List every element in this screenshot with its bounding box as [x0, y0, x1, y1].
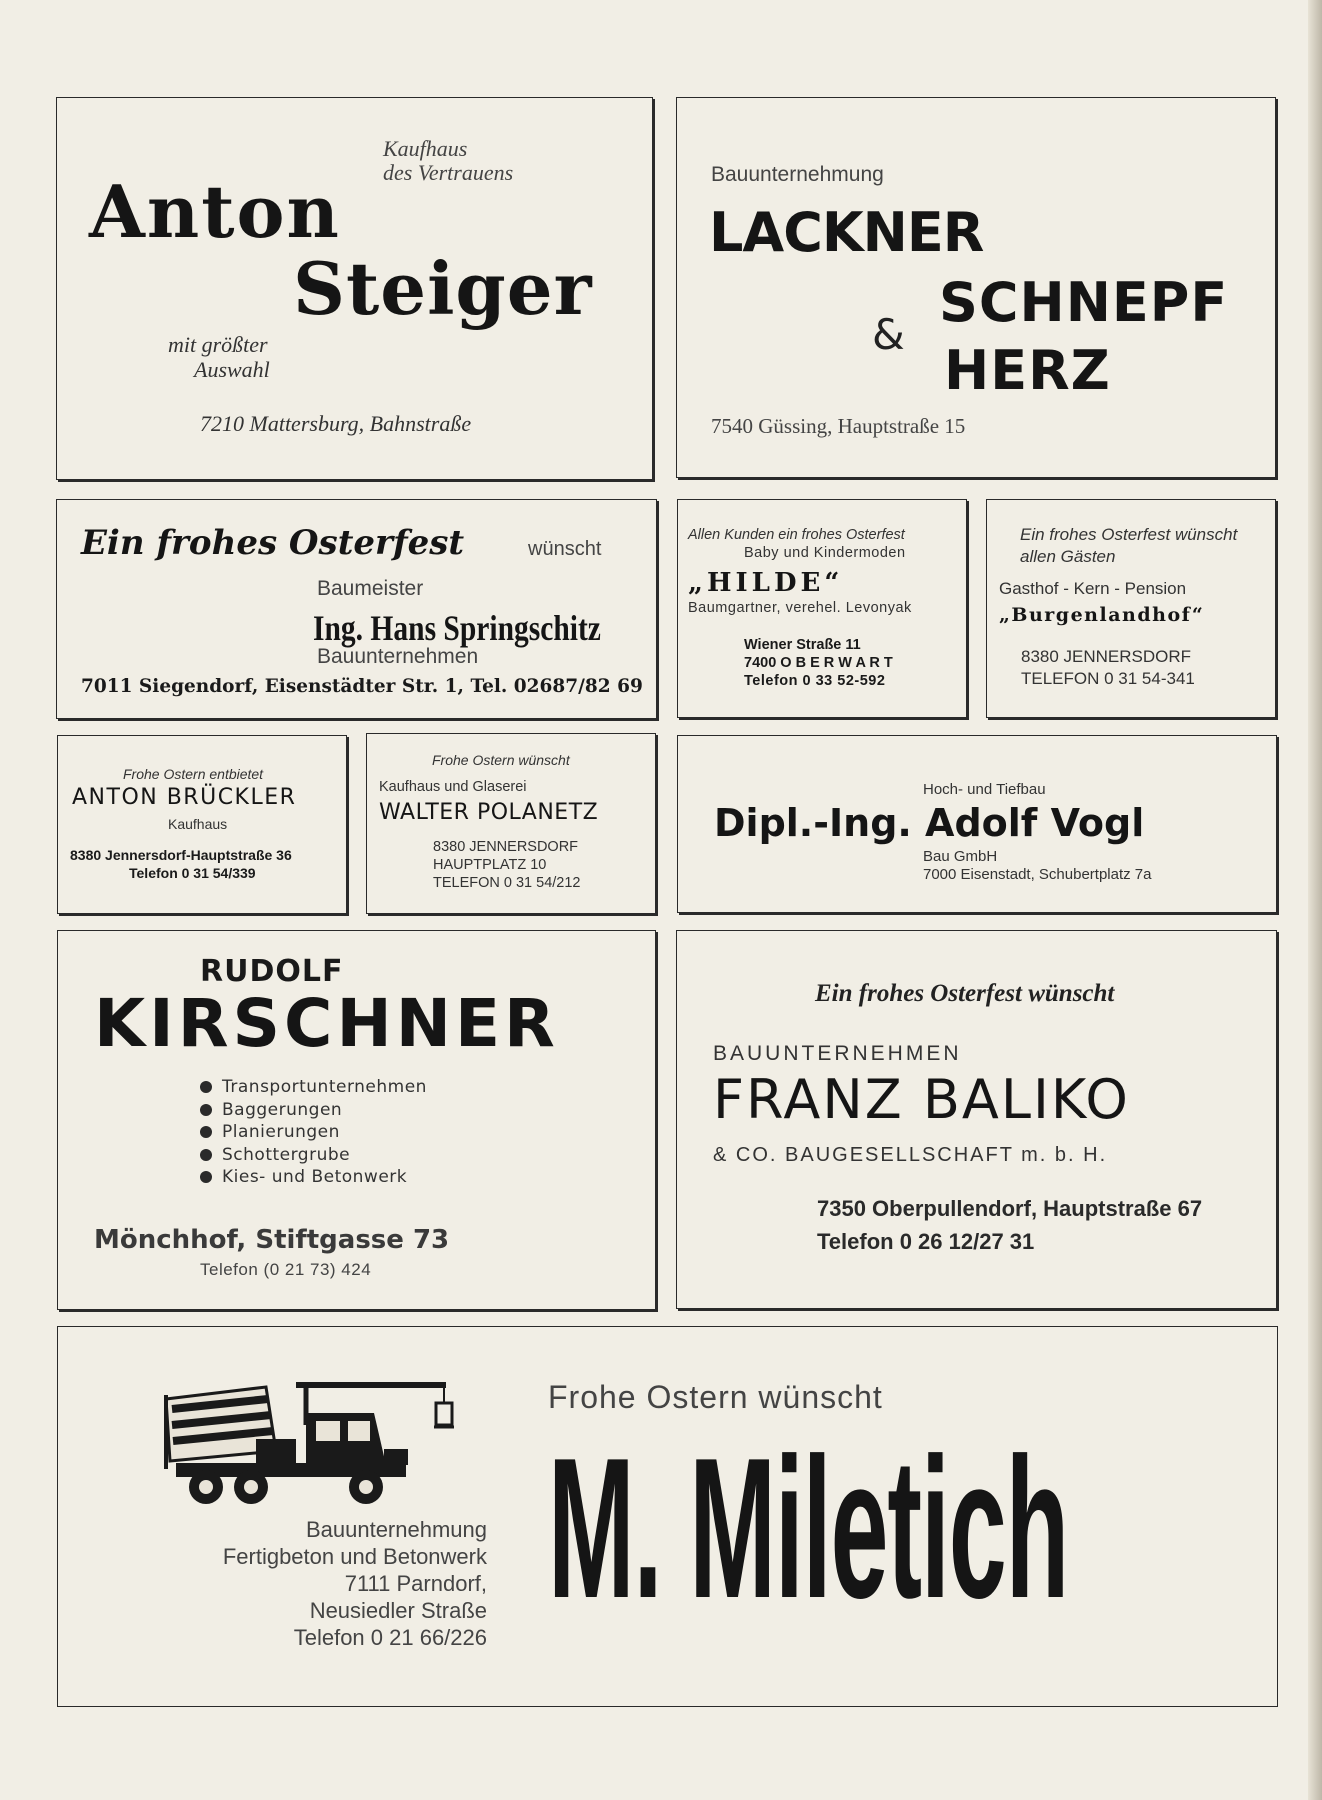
steiger-mit: mit größter [168, 332, 268, 357]
steiger-kaufhaus: Kaufhaus [383, 136, 468, 161]
lackner-name2: SCHNEPF [939, 271, 1229, 334]
brueckler-name: ANTON BRÜCKLER [72, 785, 297, 810]
polanetz-business: Kaufhaus und Glaserei [379, 779, 527, 795]
burgenlandhof-city: 8380 JENNERSDORF [1021, 647, 1192, 666]
springschitz-wuenscht: wünscht [528, 538, 602, 560]
kirschner-services [200, 1076, 427, 1189]
lackner-address: 7540 Güssing, Hauptstraße 15 [711, 414, 966, 438]
lackner-name3: HERZ [944, 339, 1111, 402]
burgenlandhof-line3: Gasthof - Kern - Pension [999, 579, 1187, 598]
polanetz-name: WALTER POLANETZ [379, 800, 599, 825]
bullet-icon [200, 1126, 212, 1138]
baliko-company: & CO. BAUGESELLSCHAFT m. b. H. [713, 1144, 1108, 1166]
vogl-top: Hoch- und Tiefbau [923, 781, 1046, 798]
brueckler-greeting: Frohe Ostern entbietet [123, 766, 264, 782]
kirschner-last-name: KIRSCHNER [94, 985, 559, 1062]
hilde-city: 7400 O B E R W A R T [744, 655, 893, 671]
springschitz-business: Bauunternehmen [317, 645, 479, 668]
ad-walter-polanetz [366, 733, 656, 914]
kirschner-phone: Telefon (0 21 73) 424 [200, 1260, 372, 1279]
miletich-line-5: Telefon 0 21 66/226 [293, 1625, 487, 1650]
hilde-phone: Telefon 0 33 52-592 [744, 673, 886, 689]
miletich-line-2: Fertigbeton und Betonwerk [222, 1544, 487, 1569]
baliko-greeting: Ein frohes Osterfest wünscht [815, 980, 1115, 1007]
ad-anton-steiger [56, 97, 653, 480]
vogl-address: 7000 Eisenstadt, Schubertplatz 7a [923, 866, 1152, 883]
kirschner-service-item: Kies- und Betonwerk [200, 1166, 427, 1189]
baliko-business: BAUUNTERNEHMEN [713, 1042, 962, 1065]
springschitz-greeting: Ein frohes Osterfest [81, 523, 465, 563]
steiger-last-name: Steiger [293, 246, 593, 331]
brueckler-address: 8380 Jennersdorf-Hauptstraße 36 [70, 847, 292, 863]
lackner-name1: LACKNER [709, 201, 984, 264]
ad-adolf-vogl [677, 735, 1277, 913]
burgenlandhof-line1: Ein frohes Osterfest wünscht [1020, 525, 1238, 544]
ad-lackner-schnepf-herz [676, 97, 1276, 478]
steiger-address: 7210 Mattersburg, Bahnstraße [200, 411, 472, 436]
bullet-icon [200, 1149, 212, 1161]
bullet-icon [200, 1104, 212, 1116]
polanetz-city: 8380 JENNERSDORF [433, 839, 579, 855]
kirschner-service-item: Baggerungen [200, 1099, 427, 1122]
hilde-line2: Baby und Kindermoden [744, 545, 906, 561]
kirschner-service-item: Planierungen [200, 1121, 427, 1144]
baliko-name: FRANZ BALIKO [713, 1068, 1130, 1131]
steiger-first-name: Anton [89, 169, 341, 254]
ad-rudolf-kirschner [57, 930, 656, 1310]
miletich-greeting: Frohe Ostern wünscht [548, 1379, 883, 1415]
brueckler-business: Kaufhaus [168, 816, 228, 832]
kirschner-address: Mönchhof, Stiftgasse 73 [94, 1225, 450, 1255]
concrete-mixer-truck-icon [156, 1369, 466, 1529]
ad-franz-baliko [676, 930, 1277, 1309]
springschitz-role: Baumeister [317, 577, 424, 600]
lackner-top: Bauunternehmung [711, 163, 884, 186]
miletich-line-3: 7111 Parndorf, [344, 1571, 487, 1596]
springschitz-name: Ing. Hans Springschitz [313, 608, 601, 648]
kirschner-first-name: RUDOLF [200, 954, 344, 989]
polanetz-phone: TELEFON 0 31 54/212 [433, 875, 581, 891]
burgenlandhof-name: „Burgenlandhof“ [999, 604, 1205, 626]
bullet-icon [200, 1171, 212, 1183]
miletich-line-1: Bauunternehmung [305, 1517, 487, 1542]
ad-anton-brueckler [57, 735, 347, 914]
miletich-name: M. Miletich [548, 1417, 1069, 1640]
hilde-name: „HILDE“ [688, 568, 844, 598]
ad-burgenlandhof [986, 499, 1276, 718]
springschitz-address: 7011 Siegendorf, Eisenstädter Str. 1, Tel. 02687/82 69 [81, 676, 643, 697]
page-spine-shadow [1308, 0, 1322, 1800]
miletich-line-4: Neusiedler Straße [309, 1598, 487, 1623]
vogl-company: Bau GmbH [923, 848, 998, 865]
baliko-phone: Telefon 0 26 12/27 31 [817, 1229, 1035, 1254]
ad-m-miletich [57, 1326, 1278, 1707]
bullet-icon [200, 1081, 212, 1093]
brueckler-phone: Telefon 0 31 54/339 [129, 865, 256, 881]
burgenlandhof-phone: TELEFON 0 31 54-341 [1021, 669, 1195, 688]
hilde-street: Wiener Straße 11 [744, 637, 861, 653]
polanetz-greeting: Frohe Ostern wünscht [432, 752, 570, 768]
kirschner-service-item: Transportunternehmen [200, 1076, 427, 1099]
polanetz-street: HAUPTPLATZ 10 [433, 857, 547, 873]
steiger-auswahl: Auswahl [194, 357, 270, 382]
lackner-ampersand: & [872, 310, 905, 359]
ad-hilde [677, 499, 967, 718]
hilde-line1: Allen Kunden ein frohes Osterfest [688, 527, 905, 543]
ad-hans-springschitz [56, 499, 657, 719]
kirschner-service-item: Schottergrube [200, 1144, 427, 1167]
steiger-vertrauen: des Vertrauens [383, 160, 514, 185]
burgenlandhof-line2: allen Gästen [1020, 547, 1116, 566]
vogl-name: Dipl.-Ing. Adolf Vogl [714, 801, 1145, 845]
hilde-owner: Baumgartner, verehel. Levonyak [688, 600, 912, 616]
baliko-address: 7350 Oberpullendorf, Hauptstraße 67 [817, 1196, 1203, 1221]
